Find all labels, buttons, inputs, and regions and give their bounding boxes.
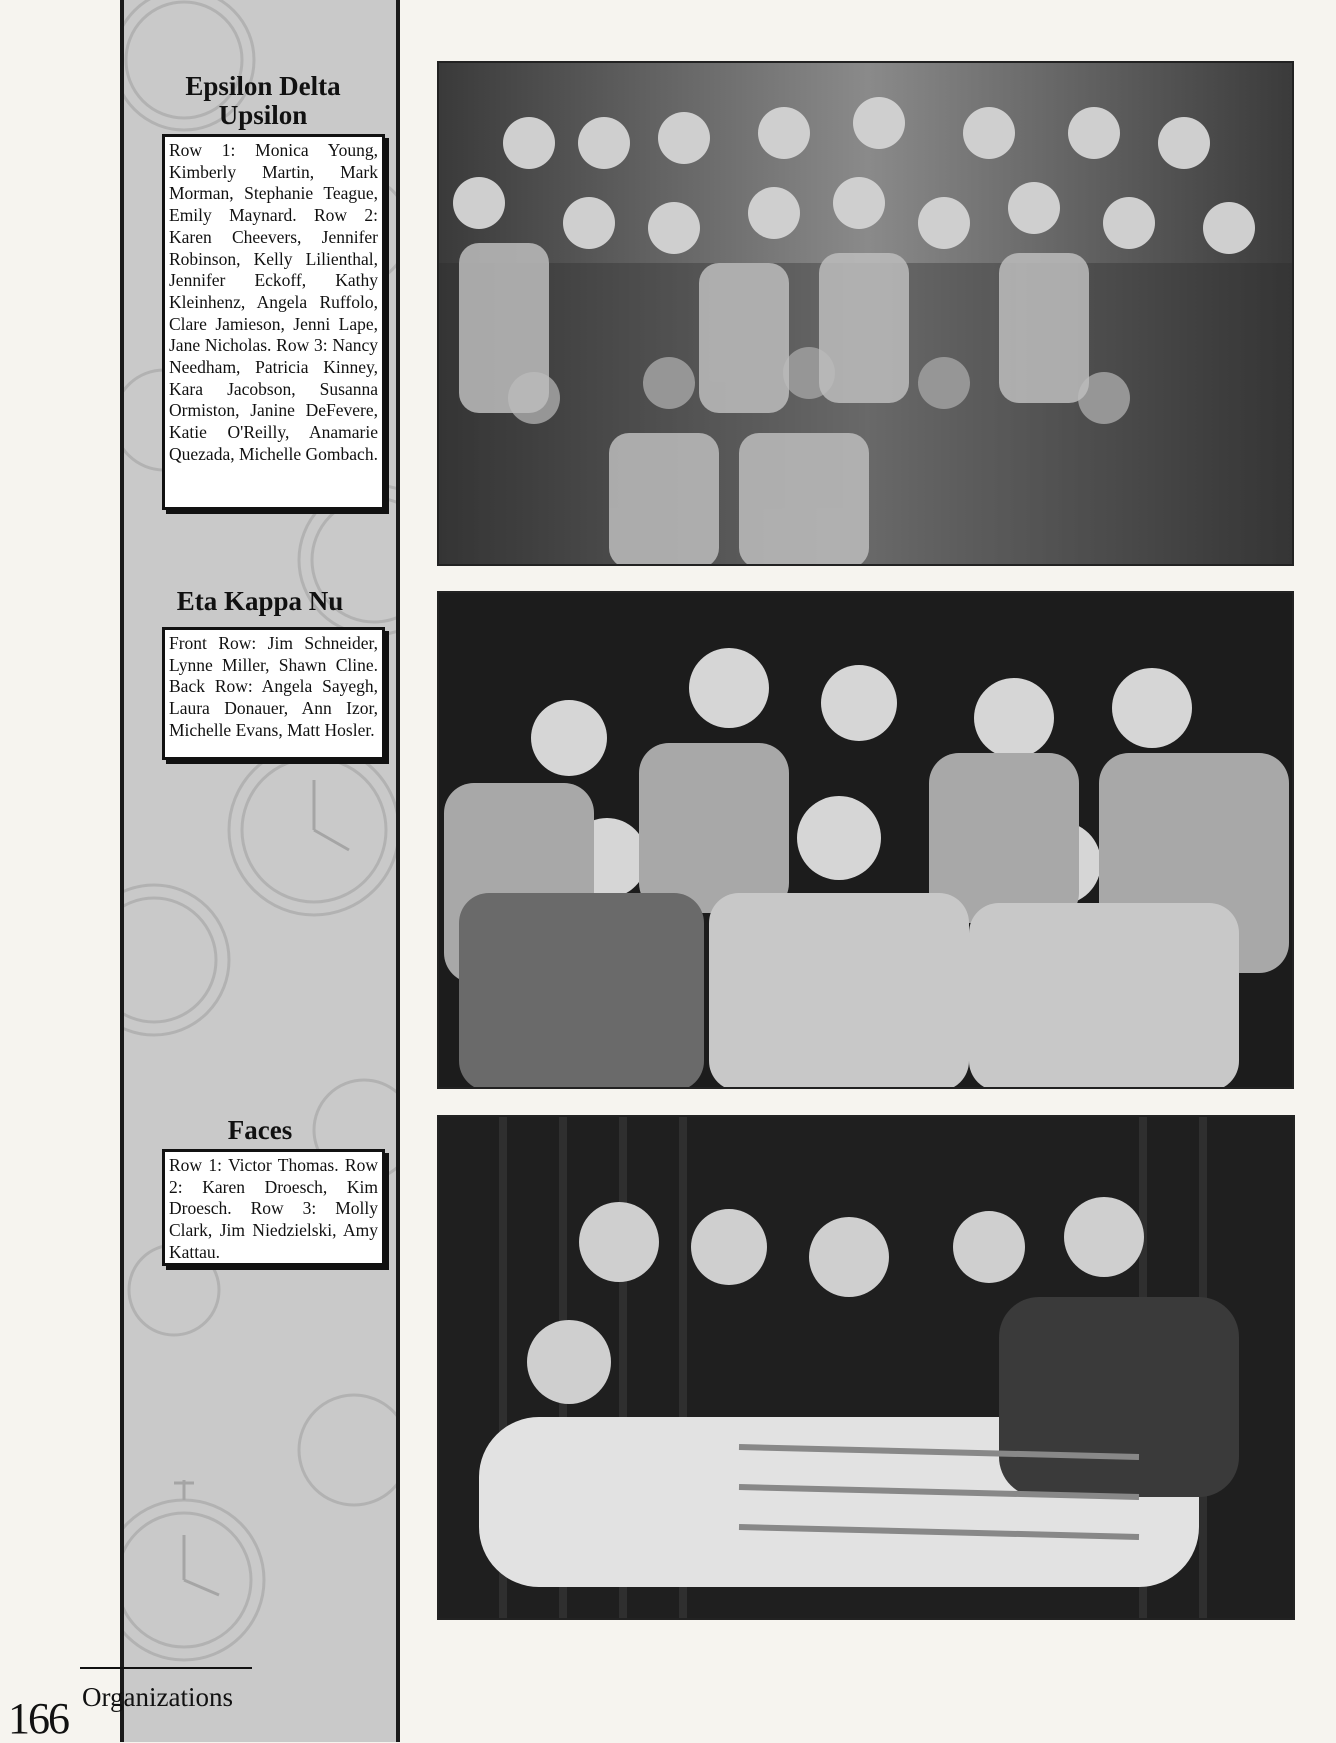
folio-rule (80, 1667, 252, 1669)
caption-eta-kappa-nu: Front Row: Jim Schneider, Lynne Miller, Shawn Cline. Back Row: Angela Sayegh, Laura Donauer, Ann Izor, Michelle Evans, Matt Hosler. (162, 627, 385, 760)
section-title-eta-kappa-nu: Eta Kappa Nu (176, 586, 344, 616)
group-photo-epsilon-delta-upsilon (437, 61, 1294, 566)
section-title-epsilon-delta-upsilon: Epsilon Delta Upsilon (185, 71, 341, 130)
page-number: 166 (8, 1694, 68, 1743)
section-name: Organizations (82, 1682, 233, 1712)
caption-epsilon-delta-upsilon: Row 1: Monica Young, Kimberly Martin, Mark Morman, Stephanie Teague, Emily Maynard. Row 2: Karen Cheevers, Jennifer Robinson, Kelly Lilienthal, Jennifer Eckoff, Kathy Kleinhenz, Angela Ruffolo, Clare Jamieson, Jenni Lape, Jane Nicholas. Row 3: Nancy Needham, Patricia Kinney, Kara Jacobson, Susanna Ormiston, Janine DeFevere, Katie O'Reilly, Anamarie Quezada, Michelle Gombach. (162, 134, 385, 510)
section-title-faces: Faces (227, 1115, 293, 1145)
caption-faces: Row 1: Victor Thomas. Row 2: Karen Droesch, Kim Droesch. Row 3: Molly Clark, Jim Niedzielski, Amy Kattau. (162, 1149, 385, 1266)
group-photo-faces (437, 1115, 1295, 1620)
group-photo-eta-kappa-nu (437, 591, 1294, 1089)
